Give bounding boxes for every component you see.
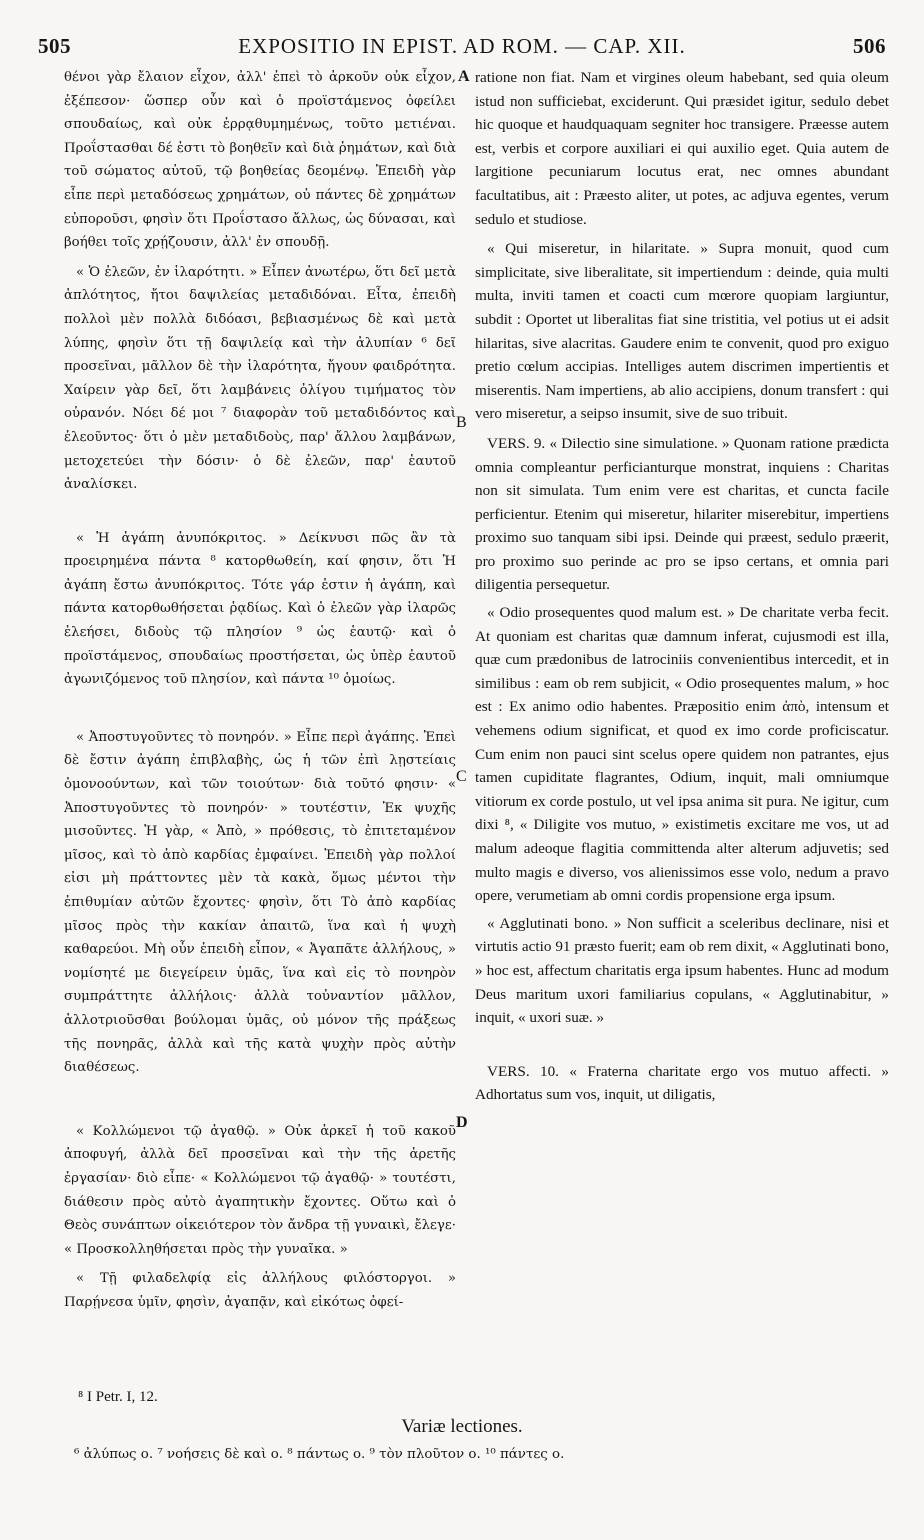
latin-paragraph: ratione non fiat. Nam et virgines oleum habebant, sed quia oleum istud non sufficiebat, exciderunt. Qui præsidet igitur, sedulo debet hic quoque et haudquaquam segniter hoc transigere. Præesse autem est, verbis et corpore auxiliari ei qui auxilio eget. Quia autem de largitione pecuniarum locutus erat, nec omnes abundant facultatibus, ait : Præesto aliter, ut potes, ac adjuva egentes, verum sedulo et studiose.: [475, 69, 889, 228]
margin-marker-b: B: [456, 414, 467, 431]
latin-paragraph: « Agglutinati bono. » Non sufficit a sceleribus declinare, nisi et virtutis actio 91 præsto fuerit; eam ob rem dixit, « Agglutinati bono, » hoc est, affectum charitatis erga ipsum habentes. Hunc ad modum Deus maritum uxori familiarius copulans, « Agglutinabitur, » inquit, « uxori suæ. »: [475, 914, 889, 1027]
greek-paragraph: « Ἀποστυγοῦντες τὸ πονηρόν. » Εἶπε περὶ ἀγάπης. Ἐπεὶ δὲ ἔστιν ἀγάπη ἐπιβλαβὴς, ὡς ἡ τῶν ἐπὶ λῃστείαις ὁμονοούντων, καὶ τῶν τοιούτων· διὰ τοῦτό φησιν· « Ἀποστυγοῦντες τὸ πονηρόν· » τουτέστιν, Ἐκ ψυχῆς μισοῦντες. Ἡ γὰρ, « Ἀπὸ, » πρόθεσις, τὸ ἐπιτεταμένον μῖσος, καὶ τὸ ἀπὸ καρδίας ἐμφαίνει. Ἐπειδὴ γὰρ πολλοί εἰσι μὴ πράττοντες μὲν τὰ κακὰ, ὅμως μέντοι τὴν ἐπιθυμίαν αὐτῶν ἔχοντες· φησὶν, ὅτι Τὸ ἀπὸ καρδίας μῖσος πρὸς τὴν κακίαν ἀπαιτῶ, ἵνα καὶ ἡ ψυχὴ καθαρεύοι. Μὴ οὖν ἐπειδὴ εἶπον, « Ἀγαπᾶτε ἀλλήλους, » νομίσητέ με διεγείρειν ὑμᾶς, ἵνα καὶ εἰς τὸ πονηρὸν συμπράττητε ἀλλήλοις· ἀλλὰ τοὐναντίον μᾶλλον, ἀλλοτριοῦσθαι βούλομαι ὑμᾶς, οὐ μόνον τῆς πράξεως τῆς πονηρᾶς, ἀλλὰ καὶ τῆς κατὰ ψυχὴν πρὸς αὐτὴν διαθέσεως.: [64, 729, 456, 1076]
margin-marker-a: A: [458, 68, 470, 85]
variae-lectiones-title: Variæ lectiones.: [401, 1416, 523, 1437]
greek-column: [64, 66, 456, 1315]
footnote: ⁸ I Petr. I, 12.: [78, 1389, 158, 1405]
left-page-number: 505: [38, 34, 71, 58]
latin-paragraph: « Qui miseretur, in hilaritate. » Supra monuit, quod cum simplicitate, sive liberalitate, sit impertiendum : deinde, quia multi multa, inviti tamen et coacti cum mœrore quopiam largiuntur, subdit : Oportet ut liberalitas fiat sine tristitia, vel potius ut ei adsit hilaritas, sive alacritas. Gaudere enim te convenit, quod pro exiguo pretio cœlum accipias. Intelliges autem discrimen impertientis et miserentis. Nam impertiens, ab alio accipiens, donum transfert : qui vero miseretur, a seipso insumit, sive de suo tribuit.: [475, 240, 889, 423]
greek-paragraph: θένοι γὰρ ἔλαιον εἶχον, ἀλλ' ἐπεὶ τὸ ἀρκοῦν οὐκ εἶχον, ἐξέπεσον· ὥσπερ οὖν καὶ ὁ προϊστάμενος ὀφείλει σπουδαίως, καὶ οὐκ ἐρρᾳθυμημένως, τοῦτο μετιέναι. Προΐστασθαι δέ ἐστι τὸ βοηθεῖν καὶ διὰ ῥημάτων, καὶ διὰ τοῦ σώματος αὐτοῦ, τῷ βοηθείας δεομένῳ. Ἐπειδὴ γὰρ εἶπε περὶ μεταδόσεως χρημάτων, οὐ πάντες δὲ χρημάτων εὐποροῦσι, φησὶν ὅτι Προΐστασο ἄλλως, ὡς δύνασαι, καὶ βοήθει τοῖς χρῄζουσιν, ἀλλ' ἐν σπουδῇ.: [64, 70, 456, 251]
greek-paragraph: « Κολλώμενοι τῷ ἀγαθῷ. » Οὐκ ἀρκεῖ ἡ τοῦ κακοῦ ἀποφυγή, ἀλλὰ δεῖ προσεῖναι καὶ τὴν τῆς ἀρετῆς ἐργασίαν· διὸ εἶπε· « Κολλώμενοι τῷ ἀγαθῷ· » τουτέστι, διάθεσιν πρὸς αὐτὸ ἀγαπητικὴν ἔχοντες. Οὕτω καὶ ὁ Θεὸς συνάπτων οἰκειότερον τὸν ἄνδρα τῇ γυναικὶ, ἔλεγε· « Προσκολληθήσεται πρὸς τὴν γυναῖκα. »: [64, 1123, 456, 1257]
greek-paragraph: « Ἡ ἀγάπη ἀνυπόκριτος. » Δείκνυσι πῶς ἂν τὰ προειρημένα πάντα ⁸ κατορθωθείη, καί φησιν, ὅτι Ἡ ἀγάπη ἔστω ἀνυπόκριτος. Τότε γάρ ἐστιν ἡ ἀγάπη, καὶ πάντα κατορθωθήσεται ῥᾳδίως. Καὶ ὁ ἐλεῶν γὰρ ἱλαρῶς ἐλεήσει, διδοὺς τῷ πλησίον ⁹ ὡς ἑαυτῷ· καὶ ὁ προϊστάμενος, σπουδαίως προστήσεται, ὡς ὑπὲρ ἑαυτοῦ ἀγωνιζόμενος τοῦ πλησίον, καὶ πάντα ¹⁰ ὁμοίως.: [64, 530, 456, 688]
margin-marker-c: C: [456, 768, 467, 785]
latin-paragraph: VERS. 10. « Fraterna charitate ergo vos mutuo affecti. » Adhortatus sum vos, inquit, ut diligatis,: [475, 1062, 889, 1104]
right-page-number: 506: [852, 34, 886, 58]
latin-paragraph: « Odio prosequentes quod malum est. » De charitate verba fecit. At quoniam est charitas quæ damnum inferat, cujusmodi est illa, quæ cum prædonibus de latrociniis convenientibus intercedit, et in similibus : eam ob rem subjicit, « Odio prosequentes malum, » hoc est : Ex animo odio habentes. Præpositio enim ἀπὸ, intensum et vehemens odium significat, et quod ex imo corde proficiscatur. Cum enim non pauci sint scelus opere quidem non patrantes, ejus tamen cupiditate flagrantes, Odium, inquit, mali omniumque vitiorum ex corde postulo, ut vel ipsa anima sit pura. Ne igitur, cum dixi ⁸, « Diligite vos mutuo, » existimetis excitare me vos, ut ad malum adeoque flagitia committenda alter alterum adjuvetis; sed multo magis e diverso, vos alienissimos esse volo, nedum a pravo opere, verumetiam ab omni cordis propensione erga ipsum.: [475, 604, 889, 905]
latin-column: [475, 66, 889, 1107]
latin-paragraph: VERS. 9. « Dilectio sine simulatione. » Quonam ratione prædicta omnia compleantur perficianturque monstrat, inquiens : Charitas non sit simulata. Tum enim vere est charitas, et cuncta facile perficientur. Etenim qui miseretur, hilariter miserebitur, impertiens proximo suo tanquam sibi ipsi. Deinde qui præest, sedulo præerit, pro proximo suo perinde ac pro se ipso certans, et omnia pari diligentia persequetur.: [475, 434, 889, 594]
running-title: EXPOSITIO IN EPIST. AD ROM. — CAP. XII.: [238, 34, 686, 58]
greek-paragraph: « Ὁ ἐλεῶν, ἐν ἱλαρότητι. » Εἶπεν ἀνωτέρω, ὅτι δεῖ μετὰ ἁπλότητος, ἤτοι δαψιλείας μεταδιδόναι. Εἶτα, ἐπειδὴ πολλοὶ μὲν πολλὰ διδόασι, βεβιασμένως δὲ καὶ μετὰ λύπης, φησὶν ὅτι τῇ δαψιλείᾳ καὶ τὴν ἀλυπίαν ⁶ δεῖ προσεῖναι, μᾶλλον δὲ τὴν ἱλαρότητα, ἤγουν φαιδρότητα. Χαίρειν γὰρ δεῖ, ὅτι λαμβάνεις ὀλίγου τιμήματος τὸν οὐρανόν. Νόει δέ μοι ⁷ διαφορὰν τοῦ μεταδιδόντος καὶ ἐλεοῦντος· ὅτι ὁ μὲν μεταδιδοὺς, παρ' ἄλλου λαμβάνων, μετοχετεύει τὴν δόσιν· ὁ δὲ ἐλεῶν, παρ' ἑαυτοῦ ἀναλίσκει.: [64, 264, 456, 493]
variant-readings: ⁶ ἀλύπως ο. ⁷ νοήσεις δὲ καὶ ο. ⁸ πάντως ο. ⁹ τὸν πλοῦτον ο. ¹⁰ πάντες ο.: [74, 1447, 565, 1462]
running-header: [38, 34, 886, 64]
greek-paragraph: « Τῇ φιλαδελφίᾳ εἰς ἀλλήλους φιλόστοργοι. » Παρῄνεσα ὑμῖν, φησὶν, ἀγαπᾷν, καὶ εἰκότως ὀφεί-: [64, 1271, 456, 1310]
margin-marker-d: D: [456, 1114, 468, 1131]
